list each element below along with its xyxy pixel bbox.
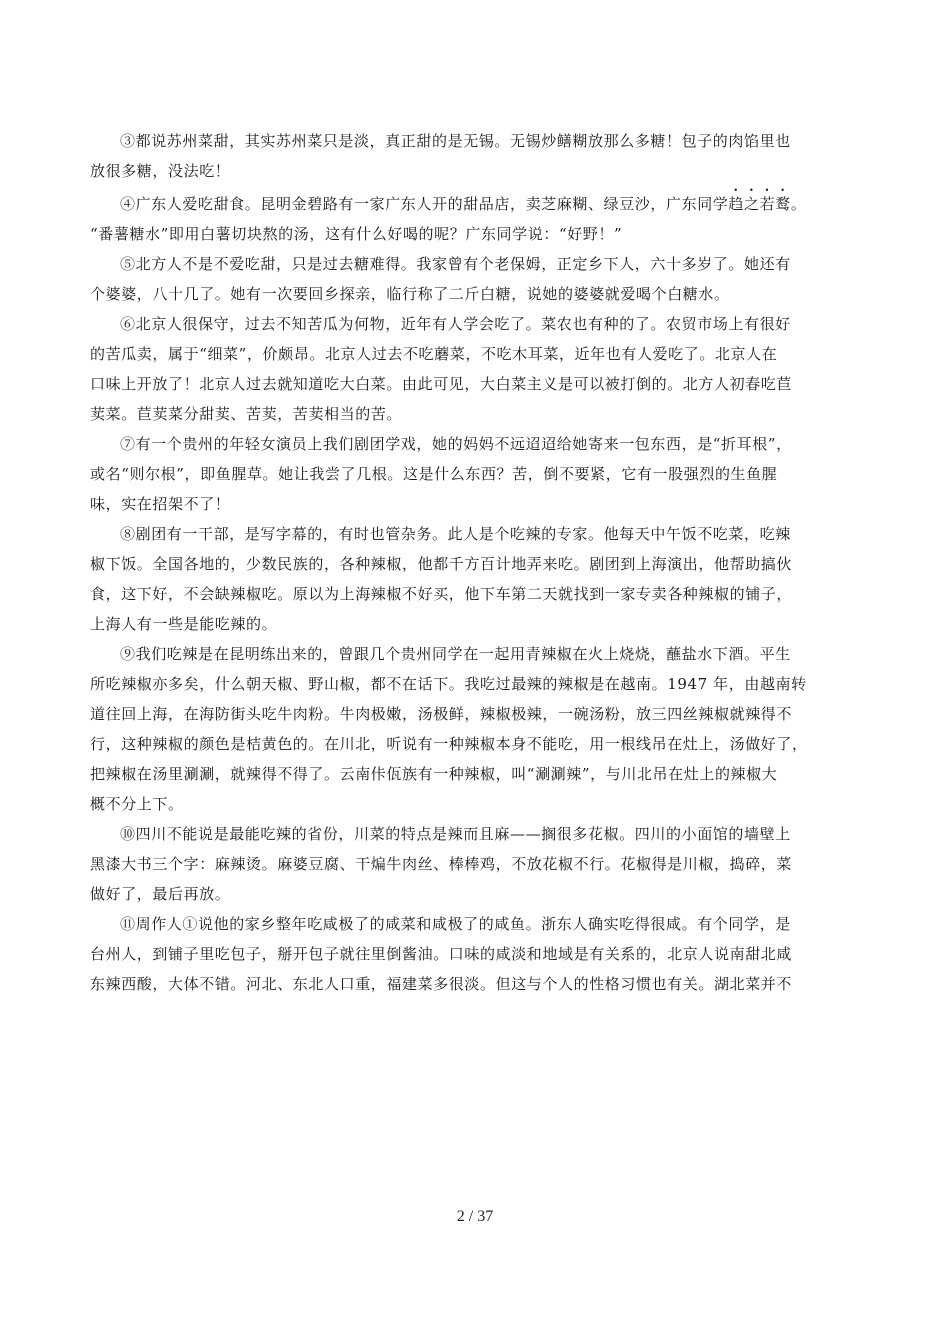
paragraph-line: 黑漆大书三个字：麻辣烫。麻婆豆腐、干煸牛肉丝、棒棒鸡，不放花椒不行。花椒得是川椒，捣碎，菜 — [90, 855, 793, 873]
paragraph-line: 概不分上下。 — [90, 795, 184, 813]
emphasized-idiom: 趋之若鹜 — [728, 195, 791, 213]
paragraph-line: ⑩四川不能说是最能吃辣的省份，川菜的特点是辣而且麻——搁很多花椒。四川的小面馆的墙壁上 — [120, 825, 791, 843]
paragraph-line: 把辣椒在汤里涮涮，就辣得不得了。云南佧佤族有一种辣椒，叫“涮涮辣”，与川北吊在灶上的辣椒大 — [90, 765, 778, 783]
paragraph-line: 做好了，最后再放。 — [90, 885, 231, 903]
paragraph-8 — [90, 519, 870, 639]
paragraph-line: 或名“则尔根”，即鱼腥草。她让我尝了几根。这是什么东西？苦，倒不要紧，它有一股强烈的生鱼腥 — [90, 465, 778, 483]
paragraph-line-text: ④广东人爱吃甜食。昆明金碧路有一家广东人开的甜品店，卖芝麻糊、绿豆沙，广东同学 — [120, 195, 729, 213]
paragraph-line: 上海人有一些是能吃辣的。 — [90, 615, 278, 633]
paragraph-line: 味，实在招架不了！ — [90, 495, 231, 513]
paragraph-11 — [90, 909, 870, 999]
paragraph-3 — [90, 126, 870, 186]
paragraph-line: 荬菜。苣荬菜分甜荬、苦荬，苦荬相当的苦。 — [90, 405, 403, 423]
paragraph-line: 台州人，到铺子里吃包子，掰开包子就往里倒酱油。口味的咸淡和地域是有关系的，北京人说南甜北咸 — [90, 945, 793, 963]
paragraph-line: ⑧剧团有一干部，是写字幕的，有时也管杂务。此人是个吃辣的专家。他每天中午饭不吃菜，吃辣 — [120, 525, 791, 543]
paragraph-line: ⑤北方人不是不爱吃甜，只是过去糖难得。我家曾有个老保姆，正定乡下人，六十多岁了。她还有 — [120, 255, 791, 273]
page-number: 2 / 37 — [456, 1208, 494, 1225]
paragraph-line: ⑪周作人①说他的家乡整年吃咸极了的咸菜和咸极了的咸鱼。浙东人确实吃得很咸。有个同学，是 — [120, 915, 791, 933]
paragraph-line: ⑥北京人很保守，过去不知苦瓜为何物，近年有人学会吃了。菜农也有种的了。农贸市场上有很好 — [120, 315, 791, 333]
paragraph-line: ⑦有一个贵州的年轻女演员上我们剧团学戏，她的妈妈不远迢迢给她寄来一包东西，是“折耳根”， — [120, 435, 792, 453]
paragraph-line: 食，这下好，不会缺辣椒吃。原以为上海辣椒不好买，他下车第二天就找到一家专卖各种辣椒的铺子， — [90, 585, 793, 603]
paragraph-7 — [90, 429, 870, 519]
paragraph-line: ③都说苏州菜甜，其实苏州菜只是淡，真正甜的是无锡。无锡炒鳝糊放那么多糖！包子的肉馅里也 — [120, 132, 791, 150]
paragraph-line: “番薯糖水”即用白薯切块熬的汤，这有什么好喝的呢？广东同学说：“好野！” — [90, 225, 623, 243]
paragraph-5 — [90, 249, 870, 309]
paragraph-6 — [90, 309, 870, 429]
paragraph-line: 道往回上海，在海防街头吃牛肉粉。牛肉极嫩，汤极鲜，辣椒极辣，一碗汤粉，放三四丝辣椒就辣得不 — [90, 705, 793, 723]
paragraph-line: 口味上开放了！北京人过去就知道吃大白菜。由此可见，大白菜主义是可以被打倒的。北方人初春吃苣 — [90, 375, 793, 393]
paragraph-line: 放很多糖，没法吃！ — [90, 162, 231, 180]
document-body — [90, 126, 870, 999]
paragraph-line: ⑨我们吃辣是在昆明练出来的，曾跟几个贵州同学在一起用青辣椒在火上烧烧，蘸盐水下酒。平生 — [120, 645, 791, 663]
paragraph-4 — [90, 186, 870, 249]
paragraph-line — [90, 186, 870, 219]
paragraph-line: 椒下饭。全国各地的，少数民族的，各种辣椒，他都千方百计地弄来吃。剧团到上海演出，他帮助搞伙 — [90, 555, 793, 573]
paragraph-line: 的苦瓜卖，属于“细菜”，价颇昂。北京人过去不吃蘑菜，不吃木耳菜，近年也有人爱吃了。北京人在 — [90, 345, 778, 363]
paragraph-9 — [90, 639, 870, 819]
paragraph-line: 个婆婆，八十几了。她有一次要回乡探亲，临行称了二斤白糖，说她的婆婆就爱喝个白糖水。 — [90, 285, 730, 303]
paragraph-10 — [90, 819, 870, 909]
paragraph-line: 行，这种辣椒的颜色是桔黄色的。在川北，听说有一种辣椒本身不能吃，用一根线吊在灶上，汤做好了， — [90, 735, 808, 753]
paragraph-line: 东辣西酸，大体不错。河北、东北人口重，福建菜多很淡。但这与个人的性格习惯也有关。湖北菜并不 — [90, 975, 793, 993]
paragraph-line: 所吃辣椒亦多矣，什么朝天椒、野山椒，都不在话下。我吃过最辣的辣椒是在越南。1947 年，由越南转 — [90, 675, 807, 693]
emphasis-tail: 。 — [790, 195, 807, 213]
